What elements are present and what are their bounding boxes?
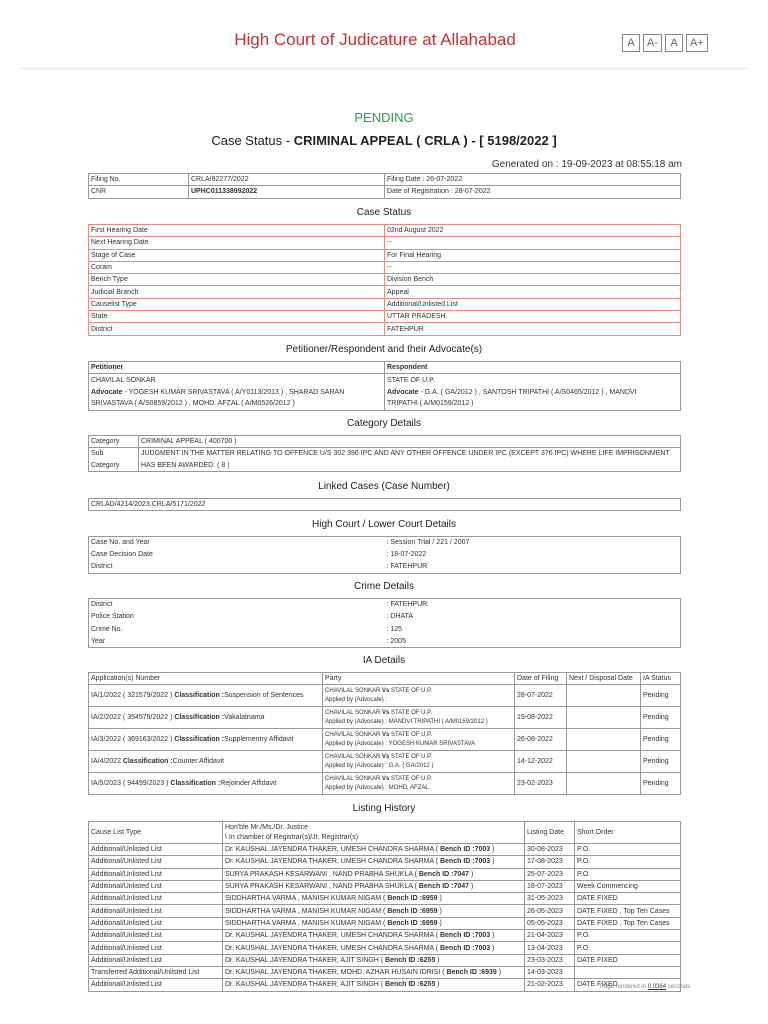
ia-next-date: [567, 707, 641, 729]
lower-court-table: [88, 536, 681, 574]
listing-judge: Dr. KAUSHAL JAYENDRA THAKER, UMESH CHANDRA SHARMA ( Bench ID :7003 ): [223, 856, 525, 868]
listing-date: 05-05-2023: [525, 917, 575, 929]
petitioner-name: CHAVILAL SONKAR: [91, 377, 156, 385]
category-section-title: Category Details: [347, 418, 421, 429]
filing-no-label: Filing No.: [89, 174, 189, 186]
listing-date: 30-08-2023: [525, 844, 575, 856]
category-label: Category: [89, 436, 139, 448]
ia-next-date: [567, 773, 641, 795]
listing-header-order: Short Order: [575, 822, 681, 844]
listing-row: [89, 893, 681, 905]
cnr-value: UPHC011338992022: [189, 186, 385, 198]
crime-value: : FATEHPUR: [386, 601, 428, 609]
listing-order: P.O.: [575, 856, 681, 868]
crime-label: District: [91, 601, 113, 609]
listing-row: [89, 917, 681, 929]
ia-row: [89, 685, 681, 707]
listing-order: Week Commencing: [575, 880, 681, 892]
listing-date: 21-02-2023: [525, 979, 575, 991]
ia-filing-date: 19-08-2022: [515, 707, 567, 729]
ia-header-party: Party: [323, 673, 515, 685]
font-decrease-button[interactable]: A-: [643, 34, 662, 52]
crime-value: : DHATA: [386, 613, 414, 621]
parties-table: [88, 361, 681, 411]
listing-type: Additional/Unlisted List: [89, 844, 223, 856]
listing-row: [89, 930, 681, 942]
header-divider: [20, 68, 748, 69]
respondent-advocates-2: TRIPATHI ( A/M0159/2012 ): [387, 400, 474, 408]
case-status-title: CRIMINAL APPEAL ( CRLA ) - [ 5198/2022 ]: [293, 133, 557, 148]
cs-label: Coram: [89, 261, 385, 273]
cs-value: --: [385, 237, 681, 249]
ia-number: IA/1/2022 ( 321579/2022 ) Classification :Suspension of Sentences: [89, 685, 323, 707]
ia-row: [89, 729, 681, 751]
ia-header-status: IA Status: [641, 673, 681, 685]
listing-date: 31-05-2023: [525, 893, 575, 905]
respondent-advocates-1: - G.A. ( GA/2012 ) , SANTOSH TRIPATHI ( A/S0465/2012 ) , MANDVI: [418, 388, 637, 396]
ia-filing-date: 23-02-2023: [515, 773, 567, 795]
crime-label: Police Station: [91, 613, 134, 621]
lc-value: : FATEHPUR: [386, 563, 428, 571]
listing-type: Additional/Unlisted List: [89, 868, 223, 880]
filing-table: [88, 173, 681, 199]
respondent-header: Respondent: [385, 362, 681, 374]
ia-party: CHAVILAL SONKAR Vs STATE OF U.P. Applied by (Advocate) : MOHD. AFZAL: [323, 773, 515, 795]
listing-row: [89, 844, 681, 856]
crime-table: [88, 598, 681, 648]
ia-next-date: [567, 751, 641, 773]
sub-category-value: JUDGMENT IN THE MATTER RELATING TO OFFENCE U/S 302 396 IPC AND ANY OTHER OFFENCE UNDER IPC (EXCEPT 376 IPC) WHERE LIFE IMPRISONMENT HAS BEEN AWARDED. ( 8 ): [139, 448, 681, 472]
font-increase-button[interactable]: A+: [686, 34, 708, 52]
font-normal-button[interactable]: A: [665, 34, 683, 52]
cs-value: UTTAR PRADESH: [385, 311, 681, 323]
category-table: [88, 435, 681, 472]
listing-judge: SIDDHARTHA VARMA , MANISH KUMAR NIGAM ( Bench ID :6959 ): [223, 893, 525, 905]
listing-judge: Dr. KAUSHAL JAYENDRA THAKER, MOHD. AZHAR HUSAIN IDRISI ( Bench ID :6939 ): [223, 966, 525, 978]
case-pending-status: PENDING: [354, 110, 414, 125]
listing-date: 18-07-2023: [525, 880, 575, 892]
listing-order: P.O.: [575, 930, 681, 942]
cs-value: Appeal: [385, 286, 681, 298]
cs-value: Additional/Unlisted List: [385, 298, 681, 310]
registration-date: Date of Registration : 28-07-2022: [385, 186, 681, 198]
listing-header-type: Cause List Type: [89, 822, 223, 844]
listing-type: Additional/Unlisted List: [89, 942, 223, 954]
ia-next-date: [567, 729, 641, 751]
listing-row: [89, 880, 681, 892]
listing-row: [89, 856, 681, 868]
listing-order: DATE FIXED , Top Ten Cases: [575, 917, 681, 929]
listing-type: Additional/Unlisted List: [89, 856, 223, 868]
listing-judge: Dr. KAUSHAL JAYENDRA THAKER, UMESH CHANDRA SHARMA ( Bench ID :7003 ): [223, 930, 525, 942]
listing-type: Additional/Unlisted List: [89, 954, 223, 966]
listing-type: Additional/Unlisted List: [89, 905, 223, 917]
cs-label: District: [89, 323, 385, 335]
ia-number: IA/2/2022 ( 354579/2022 ) Classification :Vakalatnama: [89, 707, 323, 729]
listing-row: [89, 979, 681, 991]
lc-label: Case Decision Date: [91, 551, 153, 559]
lc-value: : 18-07-2022: [386, 551, 427, 559]
listing-order: [575, 966, 681, 978]
listing-judge: SURYA PRAKASH KESARWANI , NAND PRABHA SHUKLA ( Bench ID :7047 ): [223, 880, 525, 892]
listing-row: [89, 942, 681, 954]
petitioner-header: Petitioner: [89, 362, 385, 374]
cs-value: 02nd August 2022: [385, 225, 681, 237]
petitioner-advocate-label: Advocate: [91, 388, 123, 396]
sub-category-label: Sub Category: [89, 448, 139, 472]
ia-party: CHAVILAL SONKAR Vs STATE OF U.P. Applied by (Advocate) : G.A. ( GA/2012 ): [323, 751, 515, 773]
ia-status: Pending: [641, 707, 681, 729]
ia-section-title: IA Details: [362, 655, 406, 666]
listing-date: 26-05-2023: [525, 905, 575, 917]
listing-table: [88, 821, 681, 992]
listing-judge: Dr. KAUSHAL JAYENDRA THAKER, AJIT SINGH ( Bench ID :6255 ): [223, 954, 525, 966]
ia-row: [89, 707, 681, 729]
respondent-advocate-label: Advocate: [387, 388, 419, 396]
ia-party: CHAVILAL SONKAR Vs STATE OF U.P. Applied by (Advocate) : YOGESH KUMAR SRIVASTAVA: [323, 729, 515, 751]
listing-date: 23-03-2023: [525, 954, 575, 966]
cs-label: Next Hearing Date: [89, 237, 385, 249]
listing-row: [89, 954, 681, 966]
ia-status: Pending: [641, 729, 681, 751]
listing-judge: Dr. KAUSHAL JAYENDRA THAKER, AJIT SINGH ( Bench ID :6255 ): [223, 979, 525, 991]
cs-value: Division Bench: [385, 274, 681, 286]
font-reset-button[interactable]: A: [622, 34, 640, 52]
listing-judge: SIDDHARTHA VARMA , MANISH KUMAR NIGAM ( Bench ID :6959 ): [223, 917, 525, 929]
ia-row: [89, 773, 681, 795]
ia-filing-date: 14-12-2022: [515, 751, 567, 773]
listing-order: DATE FIXED: [575, 954, 681, 966]
listing-header-judge: Hon'ble Mr./Ms./Dr. Justice \ In chamber of Registrar(s)/Jt. Registrar(s): [223, 822, 525, 844]
ia-table: [88, 672, 681, 795]
crime-label: Crime No.: [91, 625, 123, 633]
cs-label: Stage of Case: [89, 249, 385, 261]
lc-label: Case No. and Year: [91, 539, 150, 547]
listing-row: [89, 905, 681, 917]
ia-header-filing: Date of Filing: [515, 673, 567, 685]
cs-label: State: [89, 311, 385, 323]
listing-order: P.O.: [575, 942, 681, 954]
listing-row: [89, 868, 681, 880]
listing-judge: Dr. KAUSHAL JAYENDRA THAKER, UMESH CHANDRA SHARMA ( Bench ID :7003 ): [223, 942, 525, 954]
petitioner-advocates-2: SRIVASTAVA ( A/S0859/2012 ) , MOHD. AFZAL ( A/M0526/2012 ): [91, 400, 295, 408]
listing-date: 13-04-2023: [525, 942, 575, 954]
listing-type: Additional/Unlisted List: [89, 930, 223, 942]
listing-order: DATE FIXED , Top Ten Cases: [575, 905, 681, 917]
ia-number: IA/3/2022 ( 369163/2022 ) Classification :Supplementry Affidavit: [89, 729, 323, 751]
ia-header-number: Application(s) Number: [89, 673, 323, 685]
lc-label: District: [91, 563, 113, 571]
lower-court-section-title: High Court / Lower Court Details: [312, 519, 456, 530]
ia-header-next: Next / Disposal Date: [567, 673, 641, 685]
listing-date: 14-03-2023: [525, 966, 575, 978]
listing-header-date: Listing Date: [525, 822, 575, 844]
cs-label: Judicial Branch: [89, 286, 385, 298]
court-title: High Court of Judicature at Allahabad: [234, 30, 516, 49]
listing-date: 21-04-2023: [525, 930, 575, 942]
linked-cases-table: [88, 498, 681, 511]
case-status-section-title: Case Status: [356, 207, 412, 218]
ia-number: IA/5/2023 ( 94499/2023 ) Classification :Rejoinder Affidavit: [89, 773, 323, 795]
crime-label: Year: [91, 637, 106, 645]
cs-label: Causelist Type: [89, 298, 385, 310]
listing-judge: SURYA PRAKASH KESARWANI , NAND PRABHA SHUKLA ( Bench ID :7047 ): [223, 868, 525, 880]
cs-value: --: [385, 261, 681, 273]
case-status-table: [88, 224, 681, 336]
ia-row: [89, 751, 681, 773]
listing-date: 17-08-2023: [525, 856, 575, 868]
ia-filing-date: 26-08-2022: [515, 729, 567, 751]
listing-date: 25-07-2023: [525, 868, 575, 880]
ia-party: CHAVILAL SONKAR Vs STATE OF U.P. Applied by (Advocate) : MANDVI TRIPATHI ( A/M0159/2012 ): [323, 707, 515, 729]
generated-on: Generated on : 19-09-2023 at 08:55:18 am: [491, 159, 682, 170]
listing-type: Transferred Additional/Unlisted List: [89, 966, 223, 978]
cnr-label: CNR: [89, 186, 189, 198]
ia-status: Pending: [641, 685, 681, 707]
respondent-name: STATE OF U.P.: [387, 377, 435, 385]
listing-order: DATE FIXED: [575, 893, 681, 905]
petitioner-cell: [89, 374, 385, 411]
filing-date: Filing Date : 26-07-2022: [385, 174, 681, 186]
ia-party: CHAVILAL SONKAR Vs STATE OF U.P. Applied by (Advocate) :: [323, 685, 515, 707]
font-size-controls: [622, 34, 708, 52]
linked-cases-value: CRLAD/4214/2023,CRLA/5171/2022: [89, 499, 681, 511]
ia-status: Pending: [641, 773, 681, 795]
page-render-time: Page rendered in 0.0364 seconds: [600, 984, 691, 990]
case-status-heading: [0, 133, 768, 148]
page-header: [0, 0, 768, 70]
cs-value: FATEHPUR: [385, 323, 681, 335]
ia-status: Pending: [641, 751, 681, 773]
listing-type: Additional/Unlisted List: [89, 880, 223, 892]
cs-label: Bench Type: [89, 274, 385, 286]
listing-section-title: Listing History: [352, 803, 416, 814]
listing-type: Additional/Unlisted List: [89, 917, 223, 929]
crime-value: : 2005: [386, 637, 406, 645]
cs-label: First Hearing Date: [89, 225, 385, 237]
linked-cases-section-title: Linked Cases (Case Number): [318, 481, 450, 492]
petitioner-advocates-1: - YOGESH KUMAR SRIVASTAVA ( A/Y0113/2013 ) , SHARAD SARAN: [122, 388, 345, 396]
listing-type: Additional/Unlisted List: [89, 893, 223, 905]
crime-value: : 125: [386, 625, 403, 633]
listing-type: Additional/Unlisted List: [89, 979, 223, 991]
ia-number: IA/4/2022 Classification :Counter Affidavit: [89, 751, 323, 773]
ia-next-date: [567, 685, 641, 707]
listing-row: [89, 966, 681, 978]
listing-judge: Dr. KAUSHAL JAYENDRA THAKER, UMESH CHANDRA SHARMA ( Bench ID :7003 ): [223, 844, 525, 856]
case-status-prefix: Case Status -: [211, 133, 294, 148]
respondent-cell: [385, 374, 681, 411]
listing-order: P.O.: [575, 844, 681, 856]
listing-order: DATE FIXED: [575, 979, 681, 991]
ia-filing-date: 28-07-2022: [515, 685, 567, 707]
filing-no: CRLA/82277/2022: [189, 174, 385, 186]
lc-value: : Session Trial / 221 / 2007: [386, 539, 470, 547]
crime-section-title: Crime Details: [353, 581, 414, 592]
category-value: CRIMINAL APPEAL ( 400700 ): [139, 436, 681, 448]
parties-section-title: Petitioner/Respondent and their Advocate(s): [285, 344, 483, 355]
listing-judge: SIDDHARTHA VARMA , MANISH KUMAR NIGAM ( Bench ID :6959 ): [223, 905, 525, 917]
cs-value: For Final Hearing: [385, 249, 681, 261]
listing-order: P.O.: [575, 868, 681, 880]
